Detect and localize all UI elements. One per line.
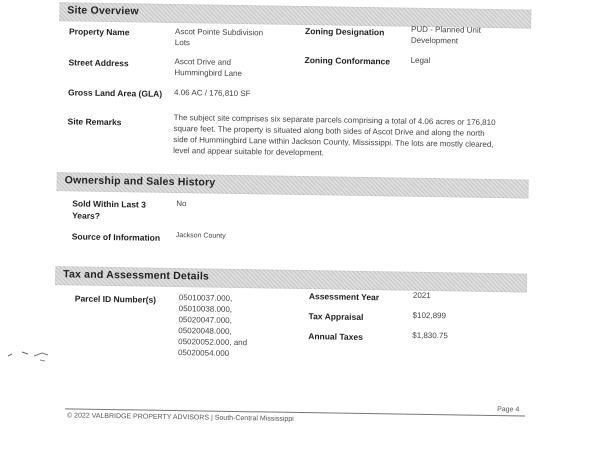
parcel-id-item: 05020054.000: [177, 348, 230, 358]
zoning-designation-value-line2: Development: [410, 35, 459, 46]
source-label: Source of Information: [71, 231, 161, 243]
parcel-id-item: 05010037.000,: [178, 293, 233, 303]
gla-label: Gross Land Area (GLA): [67, 87, 163, 99]
sold-label-line2: Years?: [72, 210, 101, 221]
assessment-year-label: Assessment Year: [308, 291, 380, 303]
ownership-header: [57, 172, 529, 198]
street-address-label: Street Address: [68, 57, 129, 69]
tax-header: [55, 266, 527, 292]
property-name-label: Property Name: [68, 26, 130, 38]
site-remarks-line: The subject site comprises six separate parcels comprising a total of 4.06 acres or 176,810: [173, 113, 496, 128]
zoning-designation-value-line1: PUD - Planned Unit: [411, 24, 481, 35]
site-remarks-text: [173, 112, 534, 162]
parcel-id-item: 05020048.000,: [178, 326, 232, 336]
property-name-value-line1: Ascot Pointe Subdivision: [174, 27, 264, 38]
scan-artifact-marks: [0, 338, 70, 368]
street-address-value-line2: Hummingbird Lane: [174, 68, 243, 79]
footer-copyright: © 2022 VALBRIDGE PROPERTY ADVISORS | South-Central Mississippi: [66, 412, 294, 423]
gla-value: 4.06 AC / 176,810 SF: [173, 88, 251, 99]
site-remarks-label: Site Remarks: [67, 116, 122, 128]
parcel-id-item: 05020047.000,: [178, 315, 232, 325]
sold-value: No: [176, 199, 187, 209]
parcel-id-item: 05010038.000,: [178, 304, 233, 314]
assessment-year-value: 2021: [412, 290, 431, 301]
parcel-id-list: [178, 292, 248, 359]
tax-appraisal-label: Tax Appraisal: [308, 311, 364, 323]
annual-taxes-label: Annual Taxes: [308, 331, 363, 343]
zoning-designation-label: Zoning Designation: [304, 26, 385, 38]
ownership-heading: Ownership and Sales History: [64, 174, 216, 189]
property-name-value-line2: Lots: [174, 38, 191, 48]
tax-heading: Tax and Assessment Details: [63, 268, 210, 283]
site-remarks-line: square feet. The property is situated along both sides of Ascot Drive and along the north: [173, 124, 485, 138]
site-remarks-line: side of Hummingbird Lane within Jackson County, Mississippi. The lots are mostly cleared,: [173, 135, 494, 150]
site-remarks-line: level and appear suitable for development.: [173, 145, 324, 158]
street-address-value-line1: Ascot Drive and: [174, 57, 232, 67]
zoning-conformance-value: Legal: [410, 55, 431, 66]
source-value: Jackson County: [175, 232, 226, 240]
parcel-id-item: 05020052.000, and: [178, 337, 248, 348]
sold-label-line1: Sold Within Last 3: [72, 198, 146, 210]
zoning-conformance-label: Zoning Conformance: [304, 55, 391, 67]
page-number: Page 4: [497, 406, 520, 414]
tax-appraisal-value: $102,899: [412, 310, 447, 321]
parcel-id-label: Parcel ID Number(s): [74, 293, 157, 305]
site-overview-heading: Site Overview: [67, 4, 139, 18]
annual-taxes-value: $1,830.75: [412, 330, 448, 341]
